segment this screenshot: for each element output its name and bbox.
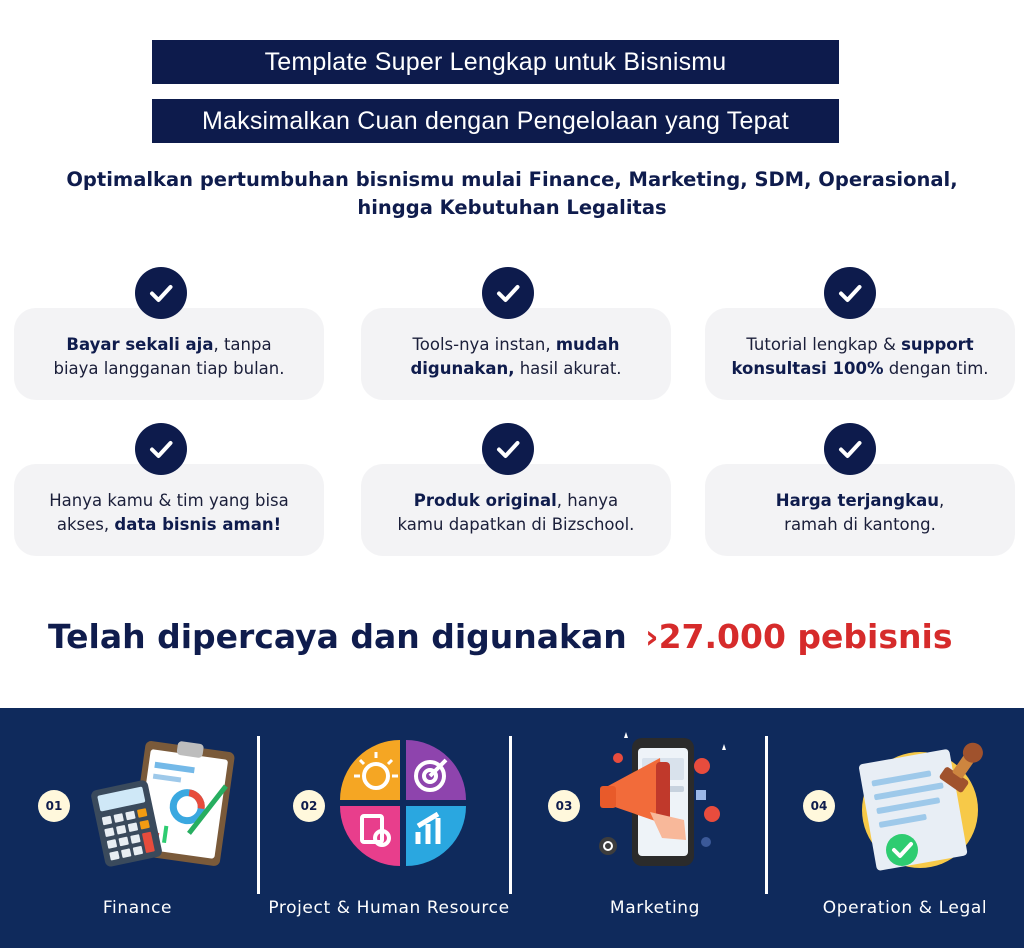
feature-card-original — [361, 464, 671, 556]
feature-card-affordable — [705, 464, 1015, 556]
feature-1-line-2: biaya langganan tiap bulan. — [53, 359, 285, 378]
project-quadrant-icon — [338, 738, 468, 872]
category-number: 01 — [38, 790, 70, 822]
feature-6-bold: Harga terjangkau — [775, 491, 939, 510]
check-icon — [824, 423, 876, 475]
check-icon — [482, 423, 534, 475]
intro-line-2: hingga Kebutuhan Legalitas — [357, 196, 667, 219]
check-icon — [135, 423, 187, 475]
subtitle-banner-text: Maksimalkan Cuan dengan Pengelolaan yang Tepat — [202, 106, 789, 135]
divider — [765, 736, 768, 894]
divider — [257, 736, 260, 894]
category-panel — [0, 708, 1024, 948]
check-icon — [824, 267, 876, 319]
check-icon — [482, 267, 534, 319]
feature-2-pre: Tools-nya instan, — [412, 335, 556, 354]
check-icon — [135, 267, 187, 319]
feature-4-pre: akses, — [56, 515, 115, 534]
legal-document-stamp-icon — [848, 734, 998, 878]
feature-1-bold: Bayar sekali aja — [66, 335, 214, 354]
feature-3-rest: dengan tim. — [883, 359, 989, 378]
feature-2-bold: mudah — [555, 335, 620, 354]
feature-card-support — [705, 308, 1015, 400]
title-banner — [152, 40, 839, 84]
feature-4-bold: data bisnis aman! — [114, 515, 282, 534]
feature-card-pay-once — [14, 308, 324, 400]
feature-5-rest: , hanya — [556, 491, 619, 510]
intro-line-1: Optimalkan pertumbuhan bisnismu mulai Finance, Marketing, SDM, Operasional, — [66, 168, 958, 191]
category-number: 03 — [548, 790, 580, 822]
trust-text: Telah dipercaya dan digunakan — [48, 617, 627, 656]
feature-3-bold: support — [901, 335, 974, 354]
category-number: 02 — [293, 790, 325, 822]
feature-2-rest: hasil akurat. — [514, 359, 622, 378]
category-label-operation-legal: Operation & Legal — [822, 898, 988, 918]
feature-4-line-1: Hanya kamu & tim yang bisa — [49, 491, 289, 510]
intro-text — [0, 166, 1024, 222]
subtitle-banner — [152, 99, 839, 143]
category-number: 04 — [803, 790, 835, 822]
trust-statement — [48, 617, 988, 667]
feature-card-easy-tools — [361, 308, 671, 400]
feature-2-bold-2: digunakan, — [410, 359, 515, 378]
feature-6-line-2: ramah di kantong. — [784, 515, 936, 534]
trust-highlight: ›27.000 pebisnis — [645, 617, 953, 656]
category-label-finance: Finance — [102, 898, 173, 918]
feature-3-pre: Tutorial lengkap & — [746, 335, 902, 354]
marketing-megaphone-phone-icon — [590, 728, 740, 877]
feature-3-bold-2: konsultasi 100% — [731, 359, 884, 378]
feature-card-secure-access — [14, 464, 324, 556]
feature-5-bold: Produk original — [413, 491, 557, 510]
title-text: Template Super Lengkap untuk Bisnismu — [264, 47, 727, 76]
category-label-project-hr: Project & Human Resource — [268, 898, 510, 918]
feature-6-rest: , — [938, 491, 945, 510]
divider — [509, 736, 512, 894]
feature-5-line-2: kamu dapatkan di Bizschool. — [397, 515, 635, 534]
category-label-marketing: Marketing — [609, 898, 701, 918]
feature-1-rest: , tanpa — [213, 335, 272, 354]
finance-clipboard-calculator-icon — [88, 736, 238, 875]
